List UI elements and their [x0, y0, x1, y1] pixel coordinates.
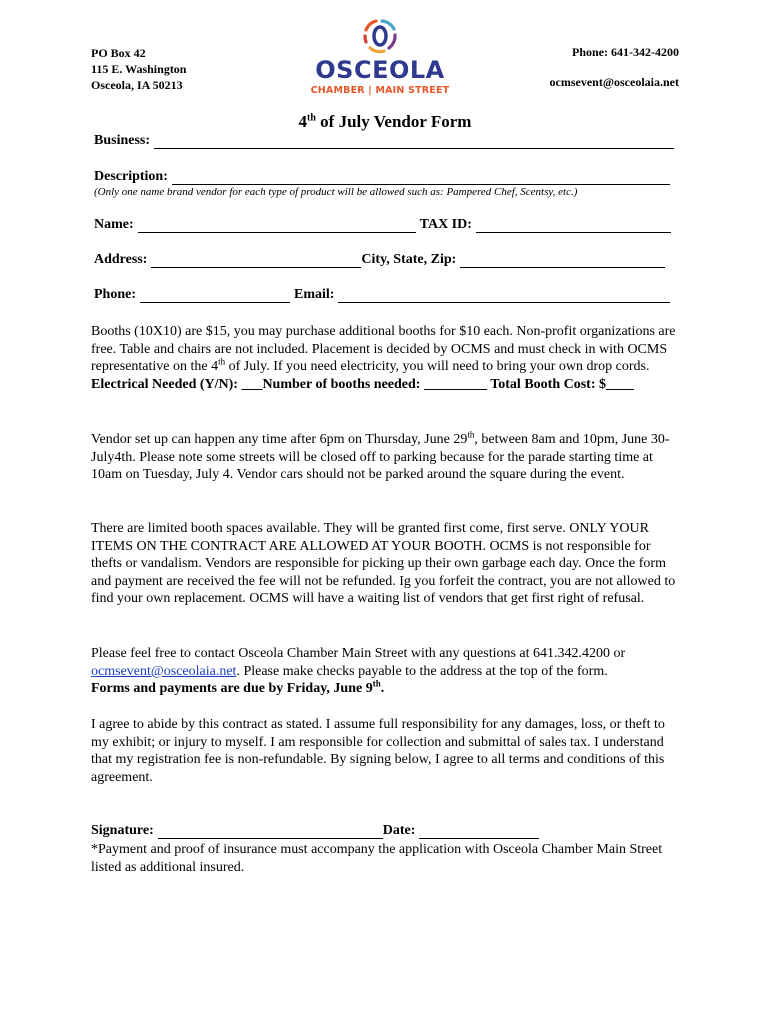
- logo-wordmark: OSCEOLA: [315, 56, 445, 84]
- phone-input-line[interactable]: [140, 288, 290, 303]
- header-contact: [550, 45, 679, 90]
- contact-paragraph: Please feel free to contact Osceola Chamber Main Street with any questions at 641.342.4200 or ocmsevent@osceolaia.net. Please make checks payable to the address at the top of the form. Forms and payments are due by Friday, June 9th.: [91, 646, 626, 696]
- description-input-line[interactable]: [172, 170, 670, 185]
- date-label: Date:: [382, 823, 416, 838]
- date-input-line[interactable]: [419, 824, 539, 839]
- header-email: ocmsevent@osceolaia.net: [549, 75, 679, 89]
- business-label: Business:: [94, 133, 151, 148]
- due-date-line: Forms and payments are due by Friday, June 9th.: [91, 678, 385, 696]
- limited-paragraph: There are limited booth spaces available. They will be granted first come, first serve. ONLY YOUR ITEMS ON THE CONTRACT ARE ALLOWED AT YOUR BOOTH. OCMS is not responsible for thefts or vandalism. Vendors are responsible for picking up their own garbage each day. Once the form and payment are received the fee will not be refunded. Ig you forfeit the contract, you are not allowed to find your own replacement. OCMS will have a waiting list of vendors that get first right of refusal.: [91, 521, 676, 606]
- city-state-zip-input-line[interactable]: [460, 253, 665, 268]
- insurance-note: *Payment and proof of insurance must accompany the application with Osceola Chamber Main Street listed as additional insured.: [91, 842, 663, 875]
- address-field: [94, 252, 665, 268]
- city-state-zip-label: City, State, Zip:: [361, 252, 457, 267]
- osceola-logo: [305, 14, 455, 94]
- logo-subtitle: CHAMBER | MAIN STREET: [310, 85, 450, 96]
- tax-id-input-line[interactable]: [476, 218, 671, 233]
- description-field: [94, 169, 670, 185]
- email-label: Email:: [294, 287, 335, 302]
- business-field: [94, 133, 674, 149]
- header-phone: Phone: 641-342-4200: [572, 45, 679, 59]
- name-input-line[interactable]: [138, 218, 416, 233]
- address-label: Address:: [94, 252, 148, 267]
- booths-paragraph: Booths (10X10) are $15, you may purchase additional booths for $10 each. Non-profit organizations are free. Table and chairs are not included. Placement is decided by OCMS and must check in with OCMS representative on the 4th of July. If you need electricity, you will need to bring your own drop cords. Electrical Needed (Y/N): ___Number of booths needed: _________ Total Booth Cost: $____: [91, 324, 676, 392]
- email-input-line[interactable]: [338, 288, 670, 303]
- phone-email-field: [94, 287, 670, 303]
- address-line: 115 E. Washington: [91, 62, 187, 76]
- business-input-line[interactable]: [154, 134, 674, 149]
- signature-input-line[interactable]: [158, 824, 383, 839]
- agreement-paragraph: I agree to abide by this contract as stated. I assume full responsibility for any damages, loss, or theft to my exhibit; or injury to myself. I am responsible for collection and submittal of sales tax. I understand that my registration fee is non-refundable. By signing below, I agree to all terms and conditions of this agreement.: [91, 717, 665, 785]
- contact-email-link[interactable]: ocmsevent@osceolaia.net: [91, 663, 237, 679]
- electrical-line: Electrical Needed (Y/N): ___Number of booths needed: _________ Total Booth Cost: $____: [91, 376, 634, 392]
- logo-mark-icon: [305, 14, 455, 58]
- name-field: [94, 217, 671, 233]
- signature-label: Signature:: [91, 823, 154, 838]
- address-line: PO Box 42: [91, 46, 146, 60]
- description-note: (Only one name brand vendor for each type of product will be allowed such as: Pampered Chef, Scentsy, etc.): [94, 186, 578, 198]
- setup-paragraph: Vendor set up can happen any time after 6pm on Thursday, June 29th, between 8am and 10pm, June 30-July4th. Please note some streets will be closed off to parking because for the parade starting time at 10am on Tuesday, July 4. Vendor cars should not be parked around the square during the event.: [91, 429, 670, 482]
- name-label: Name:: [94, 217, 134, 232]
- signature-field: [91, 823, 539, 839]
- address-line: Osceola, IA 50213: [91, 78, 183, 92]
- phone-label: Phone:: [94, 287, 136, 302]
- tax-id-label: TAX ID:: [419, 217, 472, 232]
- return-address: [91, 45, 186, 93]
- description-label: Description:: [94, 169, 168, 184]
- address-input-line[interactable]: [151, 253, 361, 268]
- page-title: 4th of July Vendor Form: [298, 112, 472, 131]
